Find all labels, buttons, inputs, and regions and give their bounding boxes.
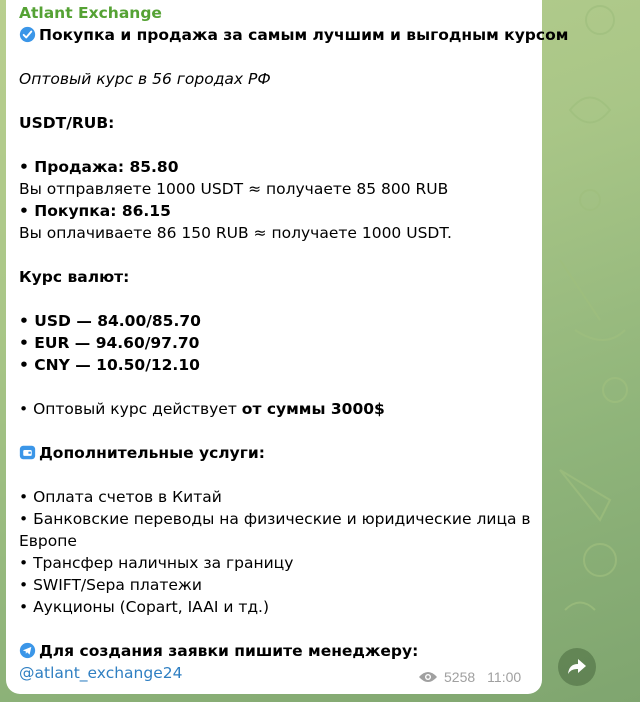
services-title-text: Дополнительные услуги: [39,444,265,462]
pair-title: USDT/RUB: [19,114,115,132]
sell-label: • Продажа: 85.80 [19,158,179,176]
message-meta [418,669,521,685]
buy-desc: Вы оплачиваете 86 150 RUB ≈ получаете 1000 USDT. [19,224,452,242]
cta [19,640,531,662]
view-count: 5258 [444,669,476,685]
service-item: • SWIFT/Sepa платежи [19,576,202,594]
verified-check-icon [19,26,36,43]
paper-plane-icon [19,642,36,659]
rate-eur: • EUR — 94.60/97.70 [19,334,200,352]
forward-arrow-icon [567,658,587,676]
cta-text: Для создания заявки пишите менеджеру: [39,642,419,660]
card-icon [19,444,36,461]
sender-name[interactable]: Atlant Exchange [19,4,162,22]
wholesale-amount: от суммы 3000$ [241,400,385,418]
service-item: • Банковские переводы на физические и юридические лица в Европе [19,510,531,550]
sell-desc: Вы отправляете 1000 USDT ≈ получаете 85 800 RUB [19,180,449,198]
message-content [19,2,569,684]
message-time: 11:00 [487,669,522,685]
rate-usd: • USD — 84.00/85.70 [19,312,201,330]
wholesale-note [19,398,531,420]
headline-text: Покупка и продажа за самым лучшим и выгодным курсом [39,26,569,44]
service-item: • Оплата счетов в Китай [19,488,222,506]
service-item: • Аукционы (Copart, IAAI и тд.) [19,598,270,616]
buy-label: • Покупка: 86.15 [19,202,171,220]
services-title [19,442,531,464]
forward-button[interactable] [558,648,596,686]
service-item: • Трансфер наличных за границу [19,554,294,572]
rate-cny: • CNY — 10.50/12.10 [19,356,200,374]
subtitle: Оптовый курс в 56 городах РФ [19,70,271,88]
headline [19,24,569,46]
eye-icon [418,670,438,684]
wholesale-prefix: • Оптовый курс действует [19,400,242,418]
rates-title: Курс валют: [19,268,130,286]
contact-link[interactable]: @atlant_exchange24 [19,664,183,682]
